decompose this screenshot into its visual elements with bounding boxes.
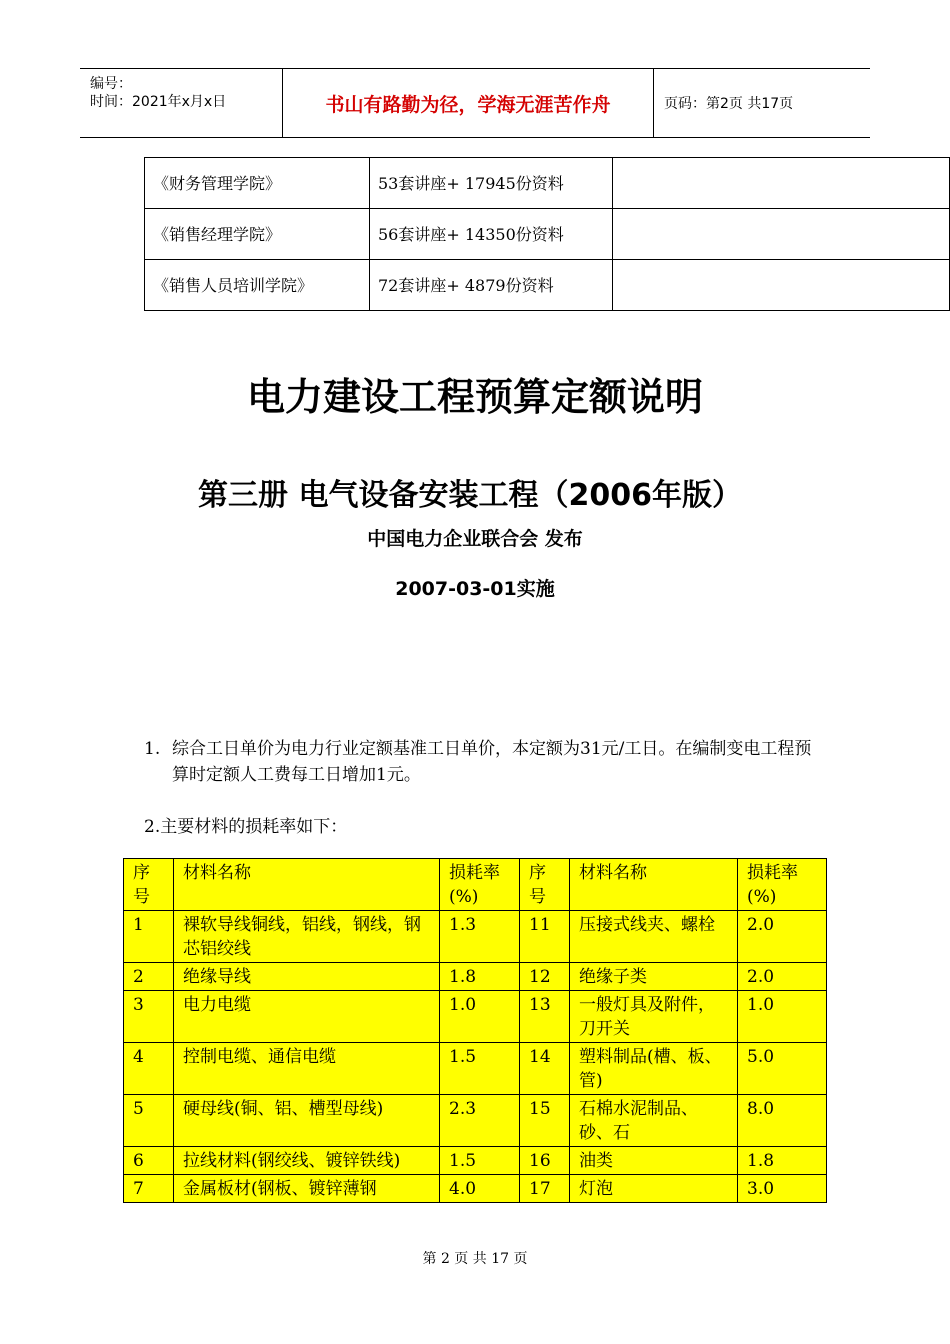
seq-cell: 4: [124, 1043, 174, 1095]
material-cell: 裸软导线铜线，铝线，钢线，钢芯铝绞线: [174, 911, 440, 963]
header-seq: 序号: [124, 859, 174, 911]
paragraph-2: 2.主要材料的损耗率如下：: [144, 817, 348, 837]
paragraph-text: 综合工日单价为电力行业定额基准工日单价，本定额为31元/工日。在编制变电工程预算时定额人工费每工日增加1元。: [172, 739, 812, 785]
material-cell: 塑料制品(槽、板、管): [570, 1043, 738, 1095]
header-name: 材料名称: [174, 859, 440, 911]
material-cell: 油类: [570, 1147, 738, 1175]
rate-cell: 4.0: [440, 1175, 520, 1203]
document-subtitle: 第三册 电气设备安装工程（2006年版）: [198, 478, 742, 513]
seq-cell: 13: [520, 991, 570, 1043]
course-extra: [613, 260, 950, 311]
rate-cell: 5.0: [738, 1043, 827, 1095]
course-name: 《财务管理学院》: [145, 158, 370, 209]
material-cell: 石棉水泥制品、砂、石: [570, 1095, 738, 1147]
table-row: [124, 1175, 827, 1203]
material-cell: 金属板材(钢板、镀锌薄钢: [174, 1175, 440, 1203]
rate-cell: 8.0: [738, 1095, 827, 1147]
course-desc: 72套讲座+ 4879份资料: [370, 260, 613, 311]
table-row: [124, 911, 827, 963]
header-meta-cell: [80, 69, 283, 137]
material-cell: 控制电缆、通信电缆: [174, 1043, 440, 1095]
header-rate: 损耗率(%): [440, 859, 520, 911]
rate-cell: 1.0: [440, 991, 520, 1043]
seq-cell: 7: [124, 1175, 174, 1203]
material-cell: 一般灯具及附件，刀开关: [570, 991, 738, 1043]
rate-cell: 2.0: [738, 911, 827, 963]
seq-cell: 2: [124, 963, 174, 991]
course-extra: [613, 158, 950, 209]
table-row: [145, 260, 950, 311]
table-row: [124, 1095, 827, 1147]
header-rate: 损耗率(%): [738, 859, 827, 911]
table-header-row: [124, 859, 827, 911]
rate-cell: 1.5: [440, 1043, 520, 1095]
material-cell: 压接式线夹、螺栓: [570, 911, 738, 963]
course-desc: 53套讲座+ 17945份资料: [370, 158, 613, 209]
seq-cell: 11: [520, 911, 570, 963]
course-name: 《销售经理学院》: [145, 209, 370, 260]
document-title: 电力建设工程预算定额说明: [246, 375, 703, 419]
rate-cell: 1.3: [440, 911, 520, 963]
material-cell: 电力电缆: [174, 991, 440, 1043]
seq-cell: 14: [520, 1043, 570, 1095]
table-row: [124, 991, 827, 1043]
seq-cell: 3: [124, 991, 174, 1043]
seq-cell: 1: [124, 911, 174, 963]
seq-cell: 5: [124, 1095, 174, 1147]
materials-table: [123, 858, 827, 1203]
table-row: [124, 1043, 827, 1095]
paragraph-number: 1.: [144, 739, 161, 759]
effective-date: 2007-03-01实施: [395, 578, 555, 600]
seq-cell: 17: [520, 1175, 570, 1203]
header-seq: 序号: [520, 859, 570, 911]
page-header: [80, 68, 870, 138]
rate-cell: 1.0: [738, 991, 827, 1043]
rate-cell: 1.8: [738, 1147, 827, 1175]
course-extra: [613, 209, 950, 260]
publisher: 中国电力企业联合会 发布: [367, 528, 583, 550]
rate-cell: 1.8: [440, 963, 520, 991]
course-desc: 56套讲座+ 14350份资料: [370, 209, 613, 260]
seq-cell: 6: [124, 1147, 174, 1175]
table-row: [145, 158, 950, 209]
rate-cell: 2.3: [440, 1095, 520, 1147]
course-table: [144, 157, 950, 311]
page-footer: 第 2 页 共 17 页: [422, 1251, 528, 1267]
rate-cell: 3.0: [738, 1175, 827, 1203]
table-row: [124, 1147, 827, 1175]
paragraph-1: [144, 736, 824, 788]
rate-cell: 2.0: [738, 963, 827, 991]
table-row: [124, 963, 827, 991]
time-label: 时间：2021年x月x日: [90, 94, 227, 110]
material-cell: 绝缘子类: [570, 963, 738, 991]
material-cell: 灯泡: [570, 1175, 738, 1203]
seq-cell: 16: [520, 1147, 570, 1175]
number-label: 编号：: [90, 76, 132, 92]
header-motto: 书山有路勤为径，学海无涯苦作舟: [283, 69, 654, 137]
material-cell: 绝缘导线: [174, 963, 440, 991]
course-name: 《销售人员培训学院》: [145, 260, 370, 311]
material-cell: 拉线材料(钢绞线、镀锌铁线): [174, 1147, 440, 1175]
material-cell: 硬母线(铜、铝、槽型母线): [174, 1095, 440, 1147]
seq-cell: 15: [520, 1095, 570, 1147]
header-page-info: 页码：第2页 共17页: [664, 96, 794, 112]
seq-cell: 12: [520, 963, 570, 991]
table-row: [145, 209, 950, 260]
rate-cell: 1.5: [440, 1147, 520, 1175]
header-name: 材料名称: [570, 859, 738, 911]
